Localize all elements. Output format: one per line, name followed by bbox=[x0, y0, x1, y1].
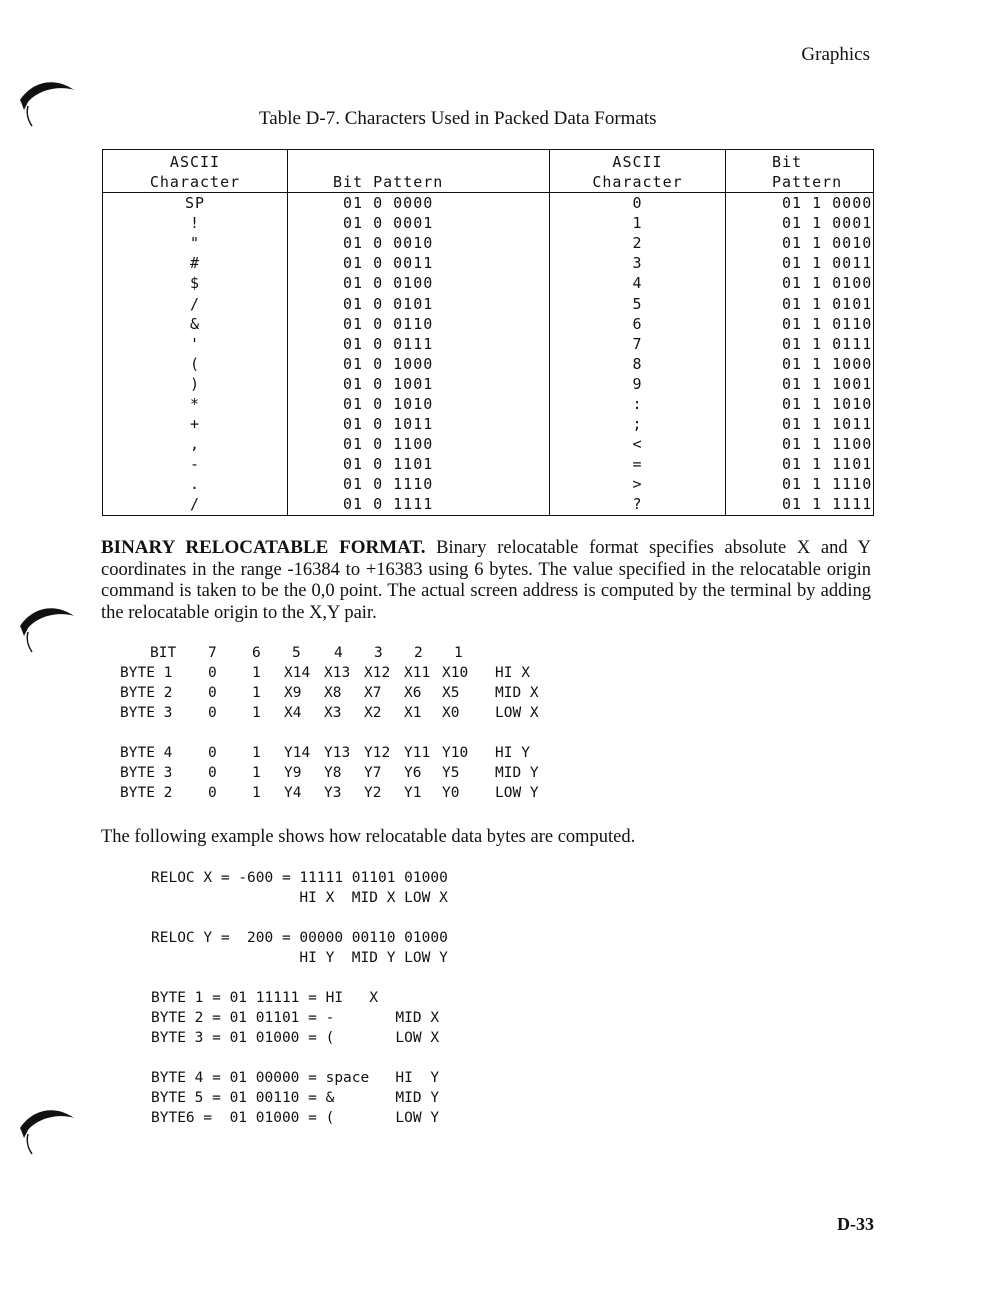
table-row bbox=[103, 494, 874, 515]
bit-cell: Y4 bbox=[284, 785, 302, 801]
bit-cell: LOW Y bbox=[495, 785, 539, 801]
bit-cell: X9 bbox=[284, 685, 302, 701]
example-line: BYTE 4 = 01 00000 = space HI Y bbox=[151, 1070, 440, 1086]
bit-header-cell: BIT bbox=[150, 645, 177, 661]
bit-cell: X0 bbox=[442, 705, 460, 721]
bit-cell: 0 bbox=[208, 745, 217, 761]
ascii-character-cell: ; bbox=[550, 414, 726, 434]
ascii-character-cell: 9 bbox=[550, 374, 726, 394]
bit-cell: X3 bbox=[324, 705, 342, 721]
bit-cell: 0 bbox=[208, 765, 217, 781]
ascii-character-cell: & bbox=[103, 314, 288, 334]
ascii-character-cell: / bbox=[103, 293, 288, 313]
ascii-character-cell: * bbox=[103, 394, 288, 414]
bit-pattern-cell: 01 1 0010 bbox=[726, 233, 874, 253]
bit-pattern-cell: 01 1 0101 bbox=[726, 293, 874, 313]
bit-cell: 1 bbox=[252, 705, 261, 721]
table-row bbox=[103, 394, 874, 414]
table-caption: Table D-7. Characters Used in Packed Data Formats bbox=[259, 108, 657, 129]
bit-pattern-cell: 01 1 1100 bbox=[726, 434, 874, 454]
bit-pattern-cell: 01 0 1000 bbox=[288, 354, 550, 374]
ascii-character-cell: + bbox=[103, 414, 288, 434]
bit-pattern-cell: 01 1 0001 bbox=[726, 213, 874, 233]
header-ascii-character-2: ASCII Character bbox=[550, 150, 726, 193]
table-row bbox=[103, 474, 874, 494]
bit-cell: Y10 bbox=[442, 745, 469, 761]
bit-cell: X14 bbox=[284, 665, 311, 681]
bit-cell: Y9 bbox=[284, 765, 302, 781]
section-body: Binary relocatable format specifies absolute X and Y coordinates in the range -16384 to +16383 using 6 bytes. The value specified in the relocatable origin command is taken to be the 0,0 point. The actual screen address is computed by the terminal by adding the relocatable origin to the X,Y pair. bbox=[101, 538, 872, 624]
header-bit-pattern-2: Bit Pattern bbox=[726, 150, 874, 193]
bit-pattern-cell: 01 1 1011 bbox=[726, 414, 874, 434]
bit-pattern-cell: 01 1 1001 bbox=[726, 374, 874, 394]
bit-cell: 1 bbox=[252, 765, 261, 781]
ascii-character-cell: SP bbox=[103, 193, 288, 214]
ascii-character-cell: 7 bbox=[550, 334, 726, 354]
example-line: RELOC Y = 200 = 00000 00110 01000 bbox=[151, 930, 448, 946]
example-line: BYTE 3 = 01 01000 = ( LOW X bbox=[151, 1030, 440, 1046]
bit-cell: BYTE 3 bbox=[120, 765, 173, 781]
running-head: Graphics bbox=[801, 44, 870, 65]
table-body bbox=[103, 193, 874, 516]
bit-pattern-cell: 01 1 0011 bbox=[726, 253, 874, 273]
bit-pattern-cell: 01 0 0001 bbox=[288, 213, 550, 233]
bit-cell: HI Y bbox=[495, 745, 530, 761]
ascii-character-cell: ? bbox=[550, 494, 726, 515]
bit-pattern-cell: 01 0 0110 bbox=[288, 314, 550, 334]
table-row bbox=[103, 213, 874, 233]
example-line: BYTE 2 = 01 01101 = - MID X bbox=[151, 1010, 440, 1026]
ascii-character-cell: 1 bbox=[550, 213, 726, 233]
bit-cell: BYTE 3 bbox=[120, 705, 173, 721]
ascii-character-cell: ( bbox=[103, 354, 288, 374]
table-row bbox=[103, 314, 874, 334]
ascii-character-cell: 5 bbox=[550, 293, 726, 313]
bit-pattern-cell: 01 0 0010 bbox=[288, 233, 550, 253]
bit-pattern-cell: 01 1 0110 bbox=[726, 314, 874, 334]
bit-cell: X1 bbox=[404, 705, 422, 721]
section-heading: BINARY RELOCATABLE FORMAT. bbox=[101, 537, 426, 558]
bit-cell: Y14 bbox=[284, 745, 311, 761]
bit-header-cell: 5 bbox=[292, 645, 301, 661]
binder-hole-top bbox=[18, 70, 78, 156]
bit-cell: 0 bbox=[208, 665, 217, 681]
bit-header-cell: 7 bbox=[208, 645, 217, 661]
bit-cell: MID X bbox=[495, 685, 539, 701]
bit-cell: Y11 bbox=[404, 745, 431, 761]
ascii-character-cell: " bbox=[103, 233, 288, 253]
table-row bbox=[103, 193, 874, 214]
ascii-character-cell: = bbox=[550, 454, 726, 474]
bit-cell: Y8 bbox=[324, 765, 342, 781]
ascii-character-cell: 4 bbox=[550, 273, 726, 293]
binder-hole-bottom bbox=[18, 1098, 78, 1184]
bit-cell: 1 bbox=[252, 665, 261, 681]
example-line: BYTE6 = 01 01000 = ( LOW Y bbox=[151, 1110, 440, 1126]
bit-pattern-cell: 01 0 1100 bbox=[288, 434, 550, 454]
bit-cell: 1 bbox=[252, 785, 261, 801]
binary-relocatable-paragraph bbox=[101, 537, 871, 625]
header-bit-pattern-1: Bit Pattern bbox=[288, 150, 550, 193]
ascii-character-cell: > bbox=[550, 474, 726, 494]
example-line: BYTE 1 = 01 11111 = HI X bbox=[151, 990, 378, 1006]
table-row bbox=[103, 233, 874, 253]
bit-cell: BYTE 4 bbox=[120, 745, 173, 761]
ascii-character-cell: 2 bbox=[550, 233, 726, 253]
bit-cell: Y12 bbox=[364, 745, 391, 761]
ascii-character-cell: < bbox=[550, 434, 726, 454]
bit-cell: X4 bbox=[284, 705, 302, 721]
ascii-character-cell: - bbox=[103, 454, 288, 474]
bit-cell: 0 bbox=[208, 705, 217, 721]
bit-header-cell: 3 bbox=[374, 645, 383, 661]
bit-pattern-cell: 01 0 0100 bbox=[288, 273, 550, 293]
table-row bbox=[103, 454, 874, 474]
bit-cell: Y1 bbox=[404, 785, 422, 801]
ascii-character-cell: 8 bbox=[550, 354, 726, 374]
bit-pattern-cell: 01 1 1010 bbox=[726, 394, 874, 414]
bit-cell: Y0 bbox=[442, 785, 460, 801]
bit-header-cell: 1 bbox=[454, 645, 463, 661]
bit-cell: X5 bbox=[442, 685, 460, 701]
ascii-character-cell: ) bbox=[103, 374, 288, 394]
bit-cell: Y2 bbox=[364, 785, 382, 801]
bit-pattern-cell: 01 0 0111 bbox=[288, 334, 550, 354]
bit-cell: 1 bbox=[252, 685, 261, 701]
bit-cell: X11 bbox=[404, 665, 431, 681]
example-line: RELOC X = -600 = 11111 01101 01000 bbox=[151, 870, 448, 886]
bit-pattern-cell: 01 1 1101 bbox=[726, 454, 874, 474]
ascii-character-cell: ! bbox=[103, 213, 288, 233]
table-row bbox=[103, 334, 874, 354]
bit-cell: X8 bbox=[324, 685, 342, 701]
ascii-character-cell: / bbox=[103, 494, 288, 515]
table-row bbox=[103, 434, 874, 454]
bit-pattern-cell: 01 1 0111 bbox=[726, 334, 874, 354]
ascii-character-cell: . bbox=[103, 474, 288, 494]
bit-cell: Y3 bbox=[324, 785, 342, 801]
bit-cell: HI X bbox=[495, 665, 530, 681]
bit-cell: X13 bbox=[324, 665, 351, 681]
bit-pattern-cell: 01 1 1110 bbox=[726, 474, 874, 494]
bit-cell: 0 bbox=[208, 685, 217, 701]
example-intro: The following example shows how relocatable data bytes are computed. bbox=[101, 827, 636, 847]
ascii-character-cell: 0 bbox=[550, 193, 726, 214]
bit-cell: 1 bbox=[252, 745, 261, 761]
ascii-character-cell: ' bbox=[103, 334, 288, 354]
ascii-character-cell: 3 bbox=[550, 253, 726, 273]
bit-pattern-cell: 01 1 1111 bbox=[726, 494, 874, 515]
bit-pattern-cell: 01 1 0000 bbox=[726, 193, 874, 214]
bit-header-cell: 4 bbox=[334, 645, 343, 661]
bit-pattern-cell: 01 0 1001 bbox=[288, 374, 550, 394]
bit-pattern-cell: 01 0 1111 bbox=[288, 494, 550, 515]
bit-pattern-cell: 01 0 1010 bbox=[288, 394, 550, 414]
table-row bbox=[103, 273, 874, 293]
bit-cell: MID Y bbox=[495, 765, 539, 781]
table-row bbox=[103, 293, 874, 313]
bit-cell: LOW X bbox=[495, 705, 539, 721]
bit-cell: BYTE 2 bbox=[120, 785, 173, 801]
bit-cell: X7 bbox=[364, 685, 382, 701]
bit-pattern-cell: 01 0 0011 bbox=[288, 253, 550, 273]
bit-cell: Y13 bbox=[324, 745, 351, 761]
ascii-character-cell: , bbox=[103, 434, 288, 454]
packed-characters-table bbox=[102, 149, 874, 516]
example-line: HI Y MID Y LOW Y bbox=[151, 950, 448, 966]
bit-pattern-cell: 01 0 1101 bbox=[288, 454, 550, 474]
bit-cell: Y5 bbox=[442, 765, 460, 781]
bit-header-cell: 6 bbox=[252, 645, 261, 661]
bit-cell: X2 bbox=[364, 705, 382, 721]
ascii-character-cell: 6 bbox=[550, 314, 726, 334]
table-row bbox=[103, 253, 874, 273]
bit-cell: BYTE 1 bbox=[120, 665, 173, 681]
bit-pattern-cell: 01 0 1110 bbox=[288, 474, 550, 494]
table-row bbox=[103, 414, 874, 434]
header-ascii-character-1: ASCII Character bbox=[103, 150, 288, 193]
bit-pattern-cell: 01 1 1000 bbox=[726, 354, 874, 374]
page-number: D-33 bbox=[837, 1214, 874, 1234]
bit-pattern-cell: 01 0 0101 bbox=[288, 293, 550, 313]
ascii-character-cell: $ bbox=[103, 273, 288, 293]
ascii-character-cell: : bbox=[550, 394, 726, 414]
table-row bbox=[103, 374, 874, 394]
example-line: HI X MID X LOW X bbox=[151, 890, 448, 906]
binder-hole-middle bbox=[18, 596, 78, 682]
bit-cell: X10 bbox=[442, 665, 469, 681]
bit-cell: BYTE 2 bbox=[120, 685, 173, 701]
table-header-row bbox=[103, 150, 874, 193]
bit-cell: X6 bbox=[404, 685, 422, 701]
bit-cell: Y6 bbox=[404, 765, 422, 781]
bit-cell: Y7 bbox=[364, 765, 382, 781]
example-line: BYTE 5 = 01 00110 = & MID Y bbox=[151, 1090, 440, 1106]
table-row bbox=[103, 354, 874, 374]
bit-cell: 0 bbox=[208, 785, 217, 801]
bit-pattern-cell: 01 0 1011 bbox=[288, 414, 550, 434]
bit-header-cell: 2 bbox=[414, 645, 423, 661]
ascii-character-cell: # bbox=[103, 253, 288, 273]
bit-pattern-cell: 01 0 0000 bbox=[288, 193, 550, 214]
bit-pattern-cell: 01 1 0100 bbox=[726, 273, 874, 293]
bit-cell: X12 bbox=[364, 665, 391, 681]
